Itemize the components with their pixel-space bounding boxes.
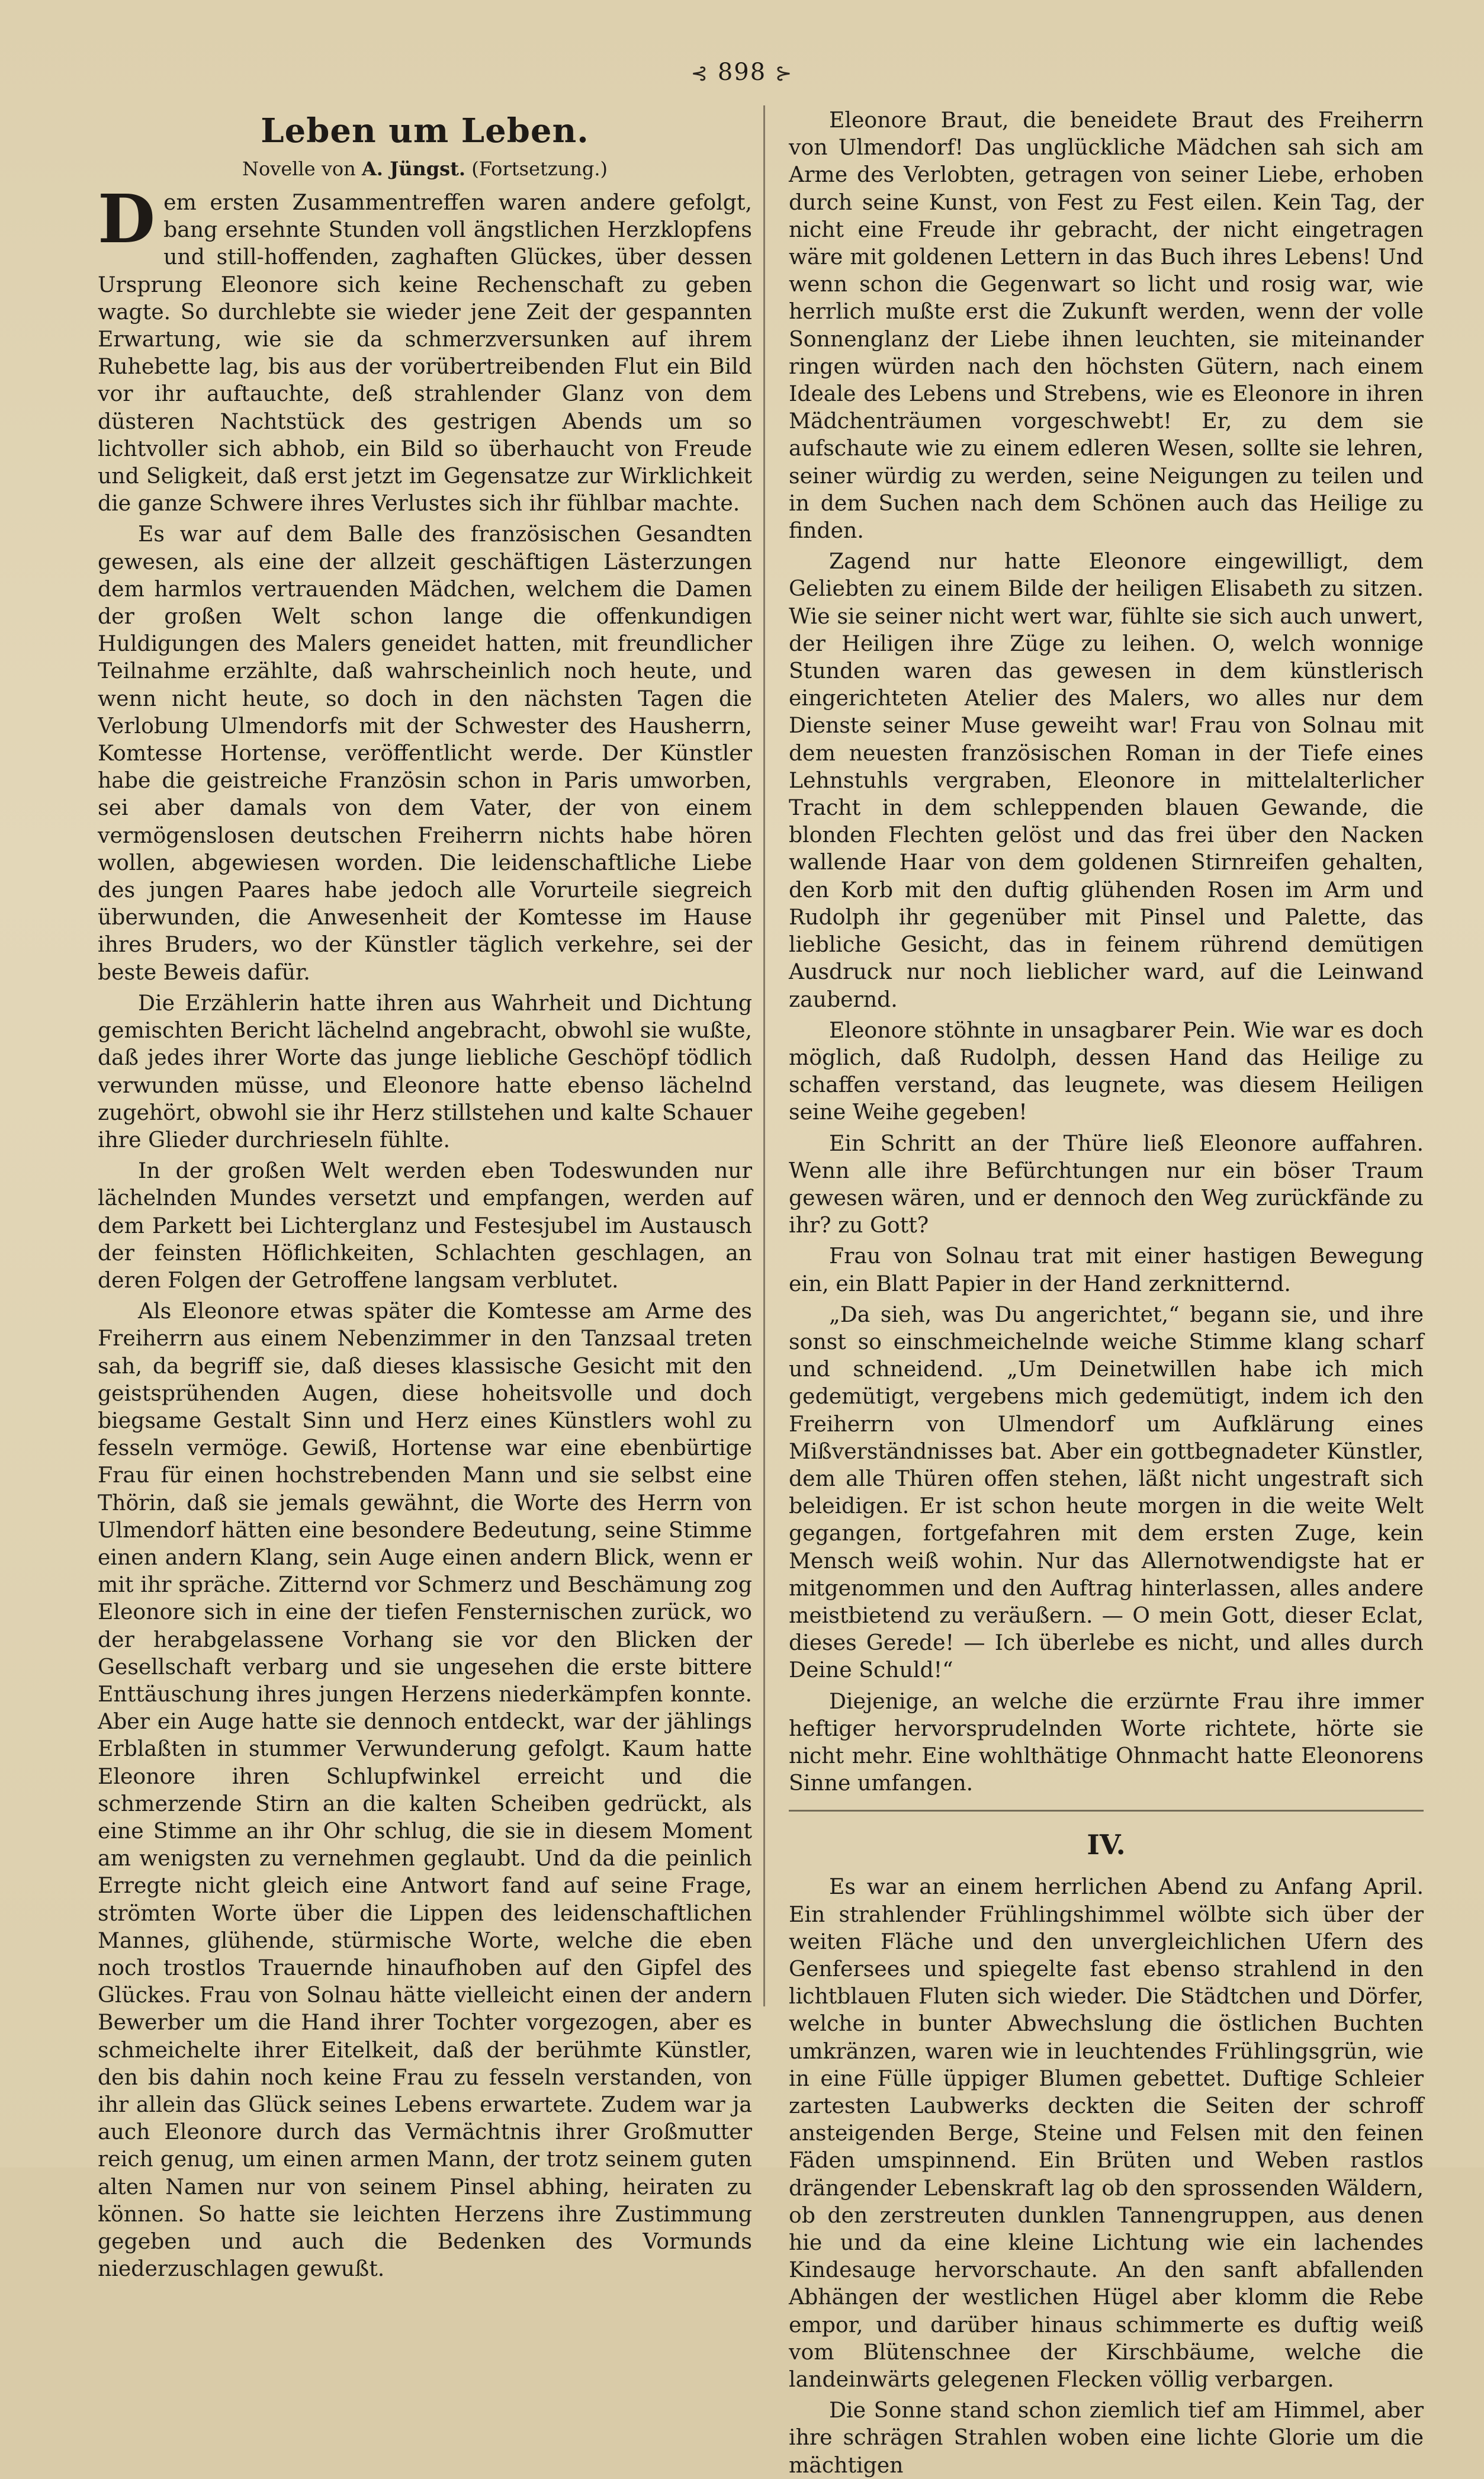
paragraph: „Da sieh, was Du angerichtet,“ begann sie, und ihre sonst so einschmeichelnde weiche Stimme klang scharf und schneidend. „Um Deinetwillen habe ich mich gedemütigt, vergebens mich gedemütigt, indem ich den Freiherrn von Ulmendorf um Aufklärung eines Mißverständnisses bat. Aber ein gottbegnadeter Künstler, dem alle Thüren offen stehen, läßt nicht ungestraft sich beleidigen. Er ist schon heute morgen in die weite Welt gegangen, fortgefahren mit dem ersten Zuge, kein Mensch weiß wohin. Nur das Allernotwendigste hat er mitgenommen und den Auftrag hinterlassen, alles andere meistbietend zu veräußern. — O mein Gott, dieser Eclat, dieses Gerede! — Ich überlebe es nicht, und alles durch Deine Schuld!“ [789,1301,1424,1683]
paragraph: Es war auf dem Balle des französischen Gesandten gewesen, als eine der allzeit geschäftigen Lästerzungen dem harmlos vertrauenden Mädchen, welchem die Damen der großen Welt schon lange die offenkundigen Huldigungen des Malers geneidet hatten, mit freundlicher Teilnahme erzählte, daß wahrscheinlich noch heute, und wenn nicht heute, so doch in den nächsten Tagen die Verlobung Ulmendorfs mit der Schwester des Hausherrn, Komtesse Hortense, veröffentlicht werde. Der Künstler habe die geistreiche Französin schon in Paris umworben, sei aber damals von dem Vater, der von einem vermögenslosen deutschen Freiherrn nichts habe hören wollen, abgewiesen worden. Die leidenschaftliche Liebe des jungen Paares habe jedoch alle Vorurteile siegreich überwunden, die Anwesenheit der Komtesse im Hause ihres Bruders, wo der Künstler täglich verkehre, sei der beste Beweis dafür. [98,521,752,985]
paragraph: Diejenige, an welche die erzürnte Frau ihre immer heftiger hervorsprudelnden Worte richtete, hörte sie nicht mehr. Eine wohlthätige Ohnmacht hatte Eleonorens Sinne umfangen. [789,1688,1424,1796]
paragraph: In der großen Welt werden eben Todeswunden nur lächelnden Mundes versetzt und empfangen, werden auf dem Parkett bei Lichterglanz und Festesjubel im Austausch der feinsten Höflichkeiten, Schlachten geschlagen, an deren Folgen der Getroffene langsam verblutet. [98,1158,752,1293]
byline-prefix: Novelle von [242,158,356,180]
right-column [789,107,1424,2479]
paragraph: Eleonore stöhnte in unsagbarer Pein. Wie war es doch möglich, daß Rudolph, dessen Hand das Heilige zu schaffen verstand, das leugnete, was diesem Heiligen seine Weihe gegeben! [789,1017,1424,1125]
paragraph: Zagend nur hatte Eleonore eingewilligt, dem Geliebten zu einem Bilde der heiligen Elisabeth zu sitzen. Wie sie seiner nicht wert war, fühlte sie sich auch unwert, der Heiligen ihre Züge zu leihen. O, welch wonnige Stunden waren das gewesen in dem künstlerisch eingerichteten Atelier des Malers, wo alles nur dem Dienste seiner Muse geweiht war! Frau von Solnau mit dem neuesten französischen Roman in der Tiefe eines Lehnstuhls vergraben, Eleonore in mittelalterlicher Tracht in dem schleppenden blauen Gewande, die blonden Flechten gelöst und das frei über den Nacken wallende Haar von dem goldenen Stirnreifen gehalten, den Korb mit den duftig glühenden Rosen im Arm und Rudolph ihr gegenüber mit Pinsel und Palette, das liebliche Gesicht, das in feinem rührend demütigen Ausdruck nur noch lieblicher ward, auf die Leinwand zaubernd. [789,548,1424,1012]
left-column [98,110,752,2282]
page-number-header [669,54,815,90]
paragraph: Es war an einem herrlichen Abend zu Anfang April. Ein strahlender Frühlingshimmel wölbte sich über der weiten Fläche und den unvergleichlichen Ufern des Genfersees und spiegelte fast ebenso strahlend in den lichtblauen Fluten sich wieder. Die Städtchen und Dörfer, welche in bunter Abwechslung die östlichen Buchten umkränzen, waren wie in leuchtendes Frühlingsgrün, wie in eine Fülle üppiger Blumen gebettet. Duftige Schleier zartesten Laubwerks deckten die Seiten der schroff ansteigenden Berge, Steine und Felsen mit den feinen Fäden umspinnend. Ein Brüten und Weben rastlos drängender Lebenskraft lag ob den sprossenden Wäldern, ob den zerstreuten dunklen Tannengruppen, aus denen hie und da eine kleine Lichtung wie ein lachendes Kindesauge hervorschaute. An den sanft abfallenden Abhängen der westlichen Hügel aber klomm die Rebe empor, und darüber hinaus schimmerte es duftig weiß vom Blütenschnee der Kirschbäume, welche die landeinwärts gelegenen Flecken völlig verbargen. [789,1874,1424,2393]
paragraph [98,181,752,517]
story-title: Leben um Leben. [261,111,589,150]
drop-cap: D [98,181,156,258]
byline [98,155,752,183]
paragraph: Frau von Solnau trat mit einer hastigen Bewegung ein, ein Blatt Papier in der Hand zerknitternd. [789,1243,1424,1296]
paragraph: Die Sonne stand schon ziemlich tief am Himmel, aber ihre schrägen Strahlen woben eine lichte Glorie um die mächtigen [789,2397,1424,2478]
author-name: A. Jüngst. [361,158,466,180]
paragraph: Die Erzählerin hatte ihren aus Wahrheit und Dichtung gemischten Bericht lächelnd angebracht, obwohl sie wußte, daß jedes ihrer Worte das junge liebliche Geschöpf tödlich verwunden müsse, und Eleonore hatte ebenso lächelnd zugehört, obwohl sie ihr Herz stillstehen und kalte Schauer ihre Glieder durchrieseln fühlte. [98,990,752,1152]
paragraph: Ein Schritt an der Thüre ließ Eleonore auffahren. Wenn alle ihre Befürchtungen nur ein böser Traum gewesen wären, und er dennoch den Weg zurückfände zu ihr? zu Gott? [789,1130,1424,1238]
ornament-left-icon: ⊰ [690,62,709,85]
byline-suffix: (Fortsetzung.) [471,158,608,180]
page-number: 898 [717,59,767,86]
paragraph: Eleonore Braut, die beneidete Braut des Freiherrn von Ulmendorf! Das unglückliche Mädchen sah sich am Arme des Verlobten, getragen von seiner Liebe, erhoben durch seine Kunst, von Fest zu Fest eilen. Kein Tag, der nicht eine Freude ihr gebracht, der nicht eingetragen wäre mit goldenen Lettern in das Buch ihres Lebens! Und wenn schon die Gegenwart so licht und rosig war, wie herrlich mußte erst die Zukunft werden, wenn der volle Sonnenglanz der Liebe ihnen leuchten, sie miteinander ringen würden nach den höchsten Gütern, nach einem Ideale des Lebens und Strebens, wie es Eleonore in ihren Mädchenträumen vorgeschwebt! Er, zu dem sie aufschaute wie zu einem edleren Wesen, sollte sie lehren, seiner würdig zu werden, seine Neigungen zu teilen und in dem Suchen nach dem Schönen auch das Heilige zu finden. [789,107,1424,544]
section-heading: IV. [1087,1829,1126,1861]
paragraph-text: em ersten Zusammentreffen waren andere gefolgt, bang ersehnte Stunden voll ängstlichen Herzklopfens und still-hoffenden, zaghaften Glückes, über dessen Ursprung Eleonore sich keine Rechenschaft zu geben wagte. So durchlebte sie wieder jene Zeit der gespannten Erwartung, wie sie da schmerzversunken auf ihrem Ruhebette lag, bis aus der vorübertreibenden Flut ein Bild vor ihr auftauchte, deß strahlender Glanz von dem düsteren Nachtstück des gestrigen Abends um so lichtvoller sich abhob, ein Bild so überhaucht von Freude und Seligkeit, daß erst jetzt im Gegensatze zur Wirklichkeit die ganze Schwere ihres Verlustes sich ihr fühlbar machte. [98,190,752,516]
paragraph: Als Eleonore etwas später die Komtesse am Arme des Freiherrn aus einem Nebenzimmer in den Tanzsaal treten sah, da begriff sie, daß dieses klassische Gesicht mit den geistsprühenden Augen, diese hoheitsvolle und doch biegsame Gestalt Sinn und Herz eines Künstlers wohl zu fesseln vermöge. Gewiß, Hortense war eine ebenbürtige Frau für einen hochstrebenden Mann und sie selbst eine Thörin, daß sie jemals gewähnt, die Worte des Herrn von Ulmendorf hätten eine besondere Bedeutung, seine Stimme einen andern Klang, sein Auge einen andern Blick, wenn er mit ihr spräche. Zitternd vor Schmerz und Beschämung zog Eleonore sich in eine der tiefen Fensternischen zurück, wo der herabgelassene Vorhang sie vor den Blicken der Gesellschaft verbarg und sie ungesehen die erste bittere Enttäuschung ihres jungen Herzens niederkämpfen konnte. Aber ein Auge hatte sie dennoch entdeckt, war der jählings Erblaßten in stummer Verwunderung gefolgt. Kaum hatte Eleonore ihren Schlupfwinkel erreicht und die schmerzende Stirn an die kalten Scheiben gedrückt, als eine Stimme an ihr Ohr schlug, die sie in diesem Moment am wenigsten zu vernehmen geglaubt. Und da die peinlich Erregte nicht gleich eine Antwort fand auf seine Frage, strömten Worte über die Lippen des leidenschaftlichen Mannes, glühende, stürmische Worte, welche die eben noch trostlos Trauernde hinaufhoben auf den Gipfel des Glückes. Frau von Solnau hätte vielleicht einen der andern Bewerber um die Hand ihrer Tochter vorgezogen, aber es schmeichelte ihrer Eitelkeit, daß der berühmte Künstler, den bis dahin noch keine Frau zu fesseln verstanden, von ihr allein das Glück seines Lebens erwartete. Zudem war ja auch Eleonore durch das Vermächtnis ihrer Großmutter reich genug, um einen armen Mann, der trotz seinem guten alten Namen nur von seinem Pinsel abhing, heiraten zu können. So hatte sie leichten Herzens ihre Zustimmung gegeben und auch die Bedenken des Vormunds niederzuschlagen gewußt. [98,1298,752,2282]
section-rule [789,1810,1424,1812]
column-divider [763,105,765,2006]
ornament-right-icon: ⊱ [775,62,794,85]
